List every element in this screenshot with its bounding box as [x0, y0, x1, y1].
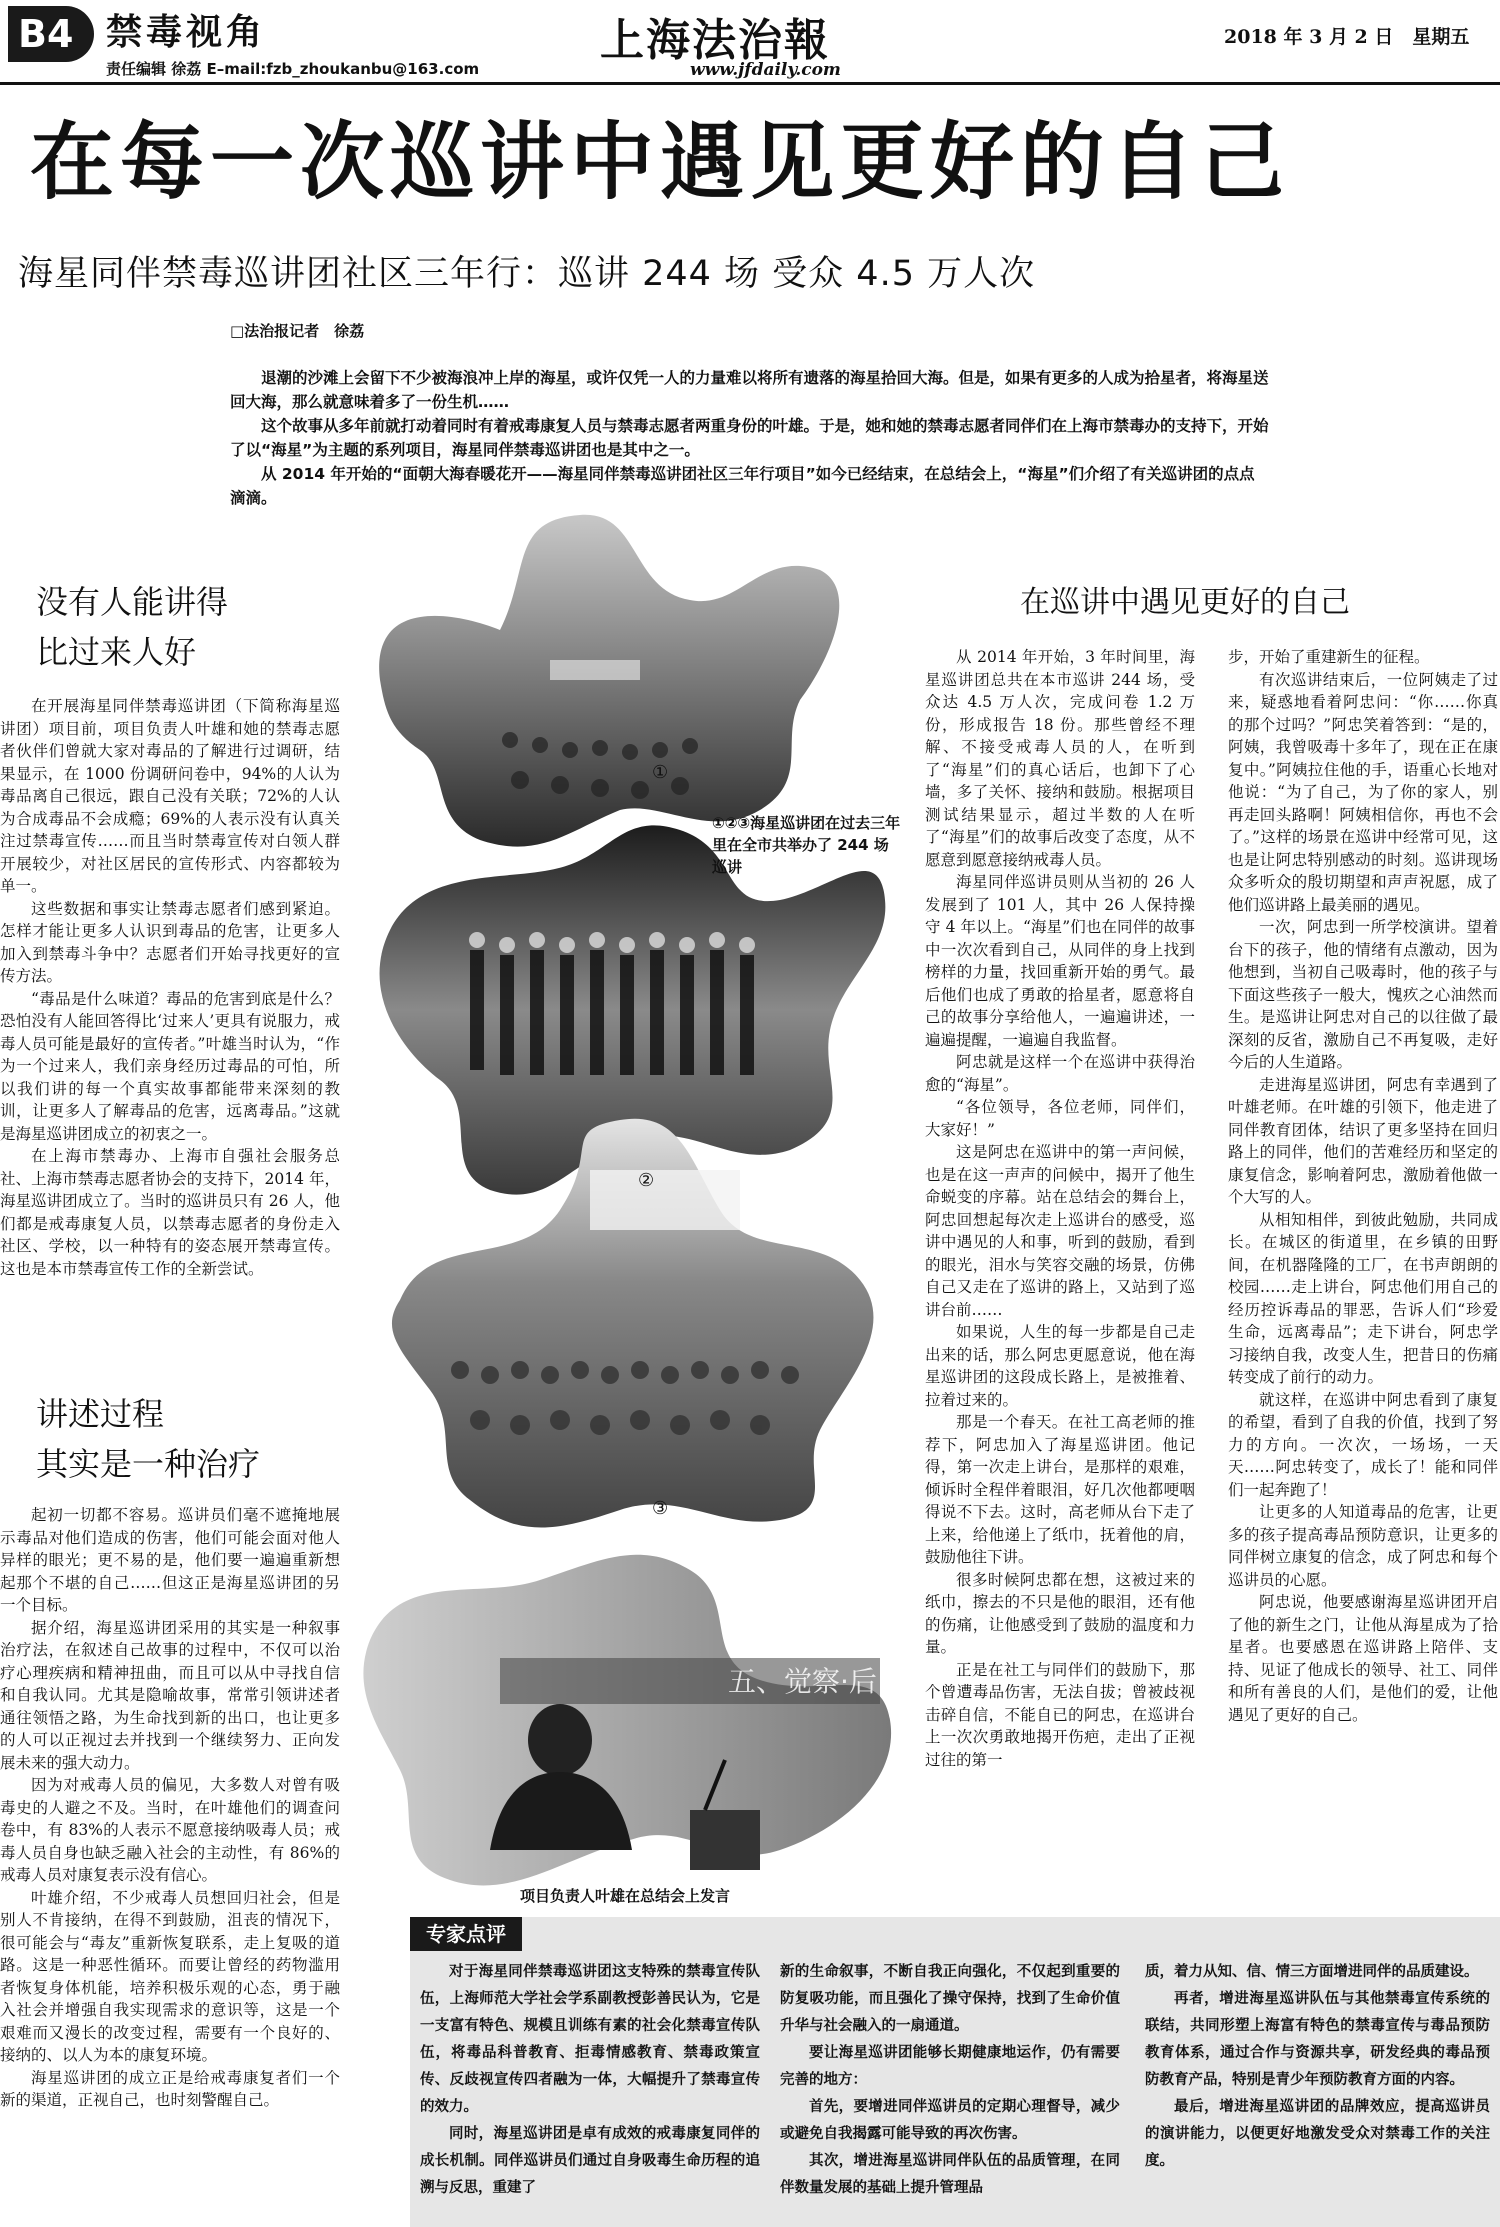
- paragraph: 质，着力从知、信、情三方面增进同伴的品质建设。: [1145, 1963, 1479, 1980]
- right-heading: 在巡讲中遇见更好的自己: [1020, 585, 1350, 620]
- paragraph: 从 2014 年开始，3 年时间里，海星巡讲团总共在本市巡讲 244 场，受众达 4.5 万人次，完成问卷 1.2 万份，形成报告 18 份。那些曾经不理解、不接受戒毒人员的人，在听到了“海星”们的真心话后，也卸下了心墙，多了关怀、接纳和鼓励。根据项目测试结果显示，超过半数的人在听了“海星”们的故事后改变了态度，从不愿意到愿意接纳戒毒人员。: [925, 648, 1195, 869]
- left-body-2: [0, 1504, 340, 2227]
- paragraph: 走进海星巡讲团，阿忠有幸遇到了叶雄老师。在叶雄的引领下，他走进了同伴教育团体，结识了更多坚持在回归路上的同伴，他们的苦难经历和坚定的康复信念，影响着阿忠，激励着他做一个大写的人。: [1228, 1075, 1498, 1206]
- subheadline: 海星同伴禁毒巡讲团社区三年行：巡讲 244 场 受众 4.5 万人次: [18, 254, 1036, 294]
- photo-collage: [360, 510, 900, 1910]
- photo-number-2: ②: [638, 1170, 655, 1191]
- paragraph: “各位领导，各位老师，同伴们，大家好！”: [925, 1098, 1195, 1139]
- photo-number-3: ③: [652, 1498, 669, 1519]
- paragraph: 那是一个春天。在社工高老师的推荐下，阿忠加入了海星巡讲团。他记得，第一次走上讲台，是那样的艰难，倾诉时全程伴着眼泪，好几次他都哽咽得说不下去。这时，高老师从台下走了上来，给他递上了纸巾，抚着他的肩，鼓励他往下讲。: [925, 1413, 1195, 1566]
- paragraph: 因为对戒毒人员的偏见，大多数人对曾有吸毒史的人避之不及。当时，在叶雄他们的调查问卷中，有 83%的人表示不愿意接纳吸毒人员；戒毒人员自身也缺乏融入社会的主动性，有 86%的戒毒人员对康复表示没有信心。: [0, 1776, 340, 1884]
- photo-1: [379, 515, 839, 847]
- headline: 在每一次巡讲中遇见更好的自己: [30, 113, 1291, 211]
- header-rule: [0, 82, 1500, 85]
- expert-col-1: [420, 1958, 760, 2224]
- page-number-badge: B4: [8, 6, 94, 62]
- paragraph: 要让海星巡讲团能够长期健康地运作，仍有需要完善的地方：: [780, 2044, 1120, 2088]
- photo-number-1: ①: [652, 762, 669, 783]
- paragraph: 让更多的人知道毒品的危害，让更多的孩子提高毒品预防意识，让更多的同伴树立康复的信念，成了阿忠和每个巡讲员的心愿。: [1228, 1503, 1498, 1589]
- expert-col-3: [1145, 1958, 1490, 2224]
- paragraph: 再者，增进海星巡讲队伍与其他禁毒宣传系统的联结，共同形塑上海富有特色的禁毒宣传与毒品预防教育体系，通过合作与资源共享，研发经典的毒品预防教育产品，特别是青少年预防教育方面的内容。: [1145, 1990, 1490, 2088]
- paragraph: 就这样，在巡讲中阿忠看到了康复的希望，看到了自我的价值，找到了努力的方向。一次次，一场场，一天天……阿忠转变了，成长了！能和同伴们一起奔跑了！: [1228, 1390, 1498, 1499]
- paragraph: 一次，阿忠到一所学校演讲。望着台下的孩子，他的情绪有点激动，因为他想到，当初自己吸毒时，他的孩子与下面这些孩子一般大，愧疚之心油然而生。是巡讲让阿忠对自己的以往做了最深刻的反省，激励自己不再复吸，走好今后的人生道路。: [1228, 918, 1498, 1071]
- paragraph: 这些数据和事实让禁毒志愿者们感到紧迫。怎样才能让更多人认识到毒品的危害，让更多人加入到禁毒斗争中？志愿者们开始寻找更好的宣传方法。: [0, 899, 340, 985]
- photo-4: [363, 1555, 891, 1886]
- paragraph: 最后，增进海星巡讲团的品牌效应，提高巡讲员的演讲能力，以便更好地激发受众对禁毒工作的关注度。: [1145, 2098, 1490, 2169]
- paragraph: 对于海星同伴禁毒巡讲团这支特殊的禁毒宣传队伍，上海师范大学社会学系副教授彭善民认为，它是一支富有特色、规模且训练有素的社会化禁毒宣传队伍，将毒品科普教育、拒毒情感教育、禁毒政策宣传、反歧视宣传四者融为一体，大幅提升了禁毒宣传的效力。: [420, 1963, 760, 2115]
- paragraph: 其次，增进海星巡讲同伴队伍的品质管理，在同伴数量发展的基础上提升管理品: [780, 2152, 1120, 2196]
- left-heading-1: [36, 577, 228, 677]
- heading-line: 其实是一种治疗: [36, 1445, 261, 1483]
- paragraph: 正是在社工与同伴们的鼓励下，那个曾遭毒品伤害，无法自拔；曾被歧视击碎自信，不能自已的阿忠，在巡讲台上一次次勇敢地揭开伤疤，走出了正视过往的第一: [925, 1660, 1195, 1769]
- left-body-1: [0, 695, 340, 1385]
- page-header: [0, 0, 1500, 84]
- paragraph: 有次巡讲结束后，一位阿姨走了过来，疑惑地看着阿忠问：“你……你真的那个过吗？”阿忠笑着答到：“是的，阿姨，我曾吸毒十多年了，现在正在康复中。”阿姨拉住他的手，语重心长地对他说：“为了自己，为了你的家人，别再走回头路啊！阿姨相信你，再也不会了。”这样的场景在巡讲中经常可见，这也是让阿忠特别感动的时刻。巡讲现场众多听众的殷切期望和声声祝愿，成了他们巡讲路上最美丽的遇见。: [1228, 670, 1498, 914]
- photo-caption-1: ①②③海星巡讲团在过去三年里在全市共举办了 244 场巡讲: [712, 814, 901, 876]
- lead-paragraph: 退潮的沙滩上会留下不少被海浪冲上岸的海星，或许仅凭一人的力量难以将所有遗落的海星拾回大海。但是，如果有更多的人成为拾星者，将海星送回大海，那么就意味着多了一份生机……: [230, 369, 1269, 411]
- lead-paragraphs: [230, 366, 1270, 510]
- paragraph: 海星巡讲团的成立正是给戒毒康复者们一个新的渠道，正视自己，也时刻警醒自己。: [0, 2068, 340, 2109]
- paragraph: 叶雄介绍，不少戒毒人员想回归社会，但是别人不肯接纳，在得不到鼓励，沮丧的情况下，很可能会与“毒友”重新恢复联系，走上复吸的道路。这是一种恶性循环。而要让曾经的药物滥用者恢复身体机能，培养积极乐观的心态，勇于融入社会并增强自我实现需求的意识等，这是一个艰难而又漫长的改变过程，需要有一个良好的、接纳的、以人为本的康复环境。: [0, 1888, 340, 2064]
- lead-paragraph: 从 2014 年开始的“面朝大海春暖花开——海星同伴禁毒巡讲团社区三年行项目”如今已经结束，在总结会上，“海星”们介绍了有关巡讲团的点点滴滴。: [230, 465, 1255, 507]
- lead-paragraph: 这个故事从多年前就打动着同时有着戒毒康复人员与禁毒志愿者两重身份的叶雄。于是，她和她的禁毒志愿者同伴们在上海市禁毒办的支持下，开始了以“海星”为主题的系列项目，海星同伴禁毒巡讲团也是其中之一。: [230, 417, 1269, 459]
- paragraph: 首先，要增进同伴巡讲员的定期心理督导，减少或避免自我揭露可能导致的再次伤害。: [780, 2098, 1120, 2142]
- paragraph: 起初一切都不容易。巡讲员们毫不遮掩地展示毒品对他们造成的伤害，他们可能会面对他人异样的眼光；更不易的是，他们要一遍遍重新想起那个不堪的自己……但这正是海星巡讲团的另一个目标。: [0, 1506, 340, 1614]
- paragraph: 从相知相伴，到彼此勉励，共同成长。在城区的街道里，在乡镇的田野间，在机器隆隆的工厂，在书声朗朗的校园……走上讲台，阿忠他们用自己的经历控诉毒品的罪恶，告诉人们“珍爱生命，远离毒品”；走下讲台，阿忠学习接纳自我，改变人生，把昔日的伤痛转变成了前行的动力。: [1228, 1210, 1498, 1386]
- paragraph: 如果说，人生的每一步都是自己走出来的话，那么阿忠更愿意说，他在海星巡讲团的这段成长路上，是被推着、拉着过来的。: [925, 1323, 1195, 1409]
- paragraph: 阿忠说，他要感谢海星巡讲团开启了他的新生之门，让他从海星成为了拾星者。也要感恩在巡讲路上陪伴、支持、见证了他成长的领导、社工、同伴和所有善良的人们，是他们的爱，让他遇见了更好的自己。: [1228, 1593, 1498, 1724]
- expert-commentary-label: 专家点评: [410, 1917, 522, 1951]
- heading-line: 没有人能讲得: [36, 583, 229, 621]
- newspaper-masthead: 上海法治報: [600, 15, 830, 66]
- section-title: 禁毒视角: [106, 12, 267, 53]
- photo-caption-2: 项目负责人叶雄在总结会上发言: [520, 1887, 731, 1905]
- left-heading-2: [36, 1389, 260, 1489]
- editor-line: 责任编辑 徐荔 E–mail:fzb_zhoukanbu@163.com: [106, 60, 480, 78]
- right-body-col-b: [1228, 646, 1498, 1903]
- photo-banner-text: 五、觉察·后: [728, 1665, 877, 1698]
- paragraph: 在开展海星同伴禁毒巡讲团（下简称海星巡讲团）项目前，项目负责人叶雄和她的禁毒志愿者伙伴们曾就大家对毒品的了解进行过调研，结果显示，在 1000 份调研问卷中，94%的人认为毒品离自己很远，跟自己没有关联；72%的人认为合成毒品不会成瘾；69%的人表示没有认真关注过禁毒宣传……而且当时禁毒宣传对白领人群开展较少，对社区居民的宣传形式、内容都较为单一。: [0, 697, 340, 895]
- byline: □法治报记者 徐荔: [230, 322, 365, 340]
- expert-col-2: [780, 1958, 1120, 2224]
- photo-3: [392, 1119, 874, 1528]
- paragraph: “毒品是什么味道？毒品的危害到底是什么？恐怕没有人能回答得比‘过来人’更具有说服力，戒毒人员可能是最好的宣传者。”叶雄当时认为，“作为一个过来人，我们亲身经历过毒品的可怕，所以我们讲的每一个真实故事都能带来深刻的教训，让更多人了解毒品的危害，远离毒品。”这就是海星巡讲团成立的初衷之一。: [0, 989, 340, 1143]
- paragraph: 据介绍，海星巡讲团采用的其实是一种叙事治疗法，在叙述自己故事的过程中，不仅可以治疗心理疾病和精神扭曲，而且可以从中寻找自信和自我认同。尤其是隐喻故事，常常引领讲述者通往领悟之路，为生命找到新的出口，也让更多的人可以正视过去并找到一个继续努力、正向发展未来的强大动力。: [0, 1618, 340, 1772]
- issue-date: 2018 年 3 月 2 日 星期五: [1224, 26, 1470, 48]
- paragraph: 这是阿忠在巡讲中的第一声问候，也是在这一声声的问候中，揭开了他生命蜕变的序幕。站在总结会的舞台上，阿忠回想起每次走上巡讲台的感受，巡讲中遇见的人和事，听到的鼓励，看到的眼光，泪水与笑容交融的场景，仿佛自己又走在了巡讲的路上，又站到了巡讲台前……: [925, 1143, 1195, 1319]
- right-body-col-a: [925, 646, 1195, 1903]
- website-link[interactable]: www.jfdaily.com: [690, 60, 841, 80]
- paragraph: 步，开始了重建新生的征程。: [1228, 648, 1430, 666]
- paragraph: 新的生命叙事，不断自我正向强化，不仅起到重要的防复吸功能，而且强化了操守保持，找到了生命价值升华与社会融入的一扇通道。: [780, 1963, 1120, 2034]
- paragraph: 很多时候阿忠都在想，这被过来的纸巾，擦去的不只是他的眼泪，还有他的伤痛，让他感受到了鼓励的温度和力量。: [925, 1570, 1195, 1656]
- paragraph: 海星同伴巡讲员则从当初的 26 人发展到了 101 人，其中 26 人保持操守 4 年以上。“海星”们也在同伴的故事中一次次看到自己，从同伴的身上找到榜样的力量，找回重新开始的勇气。最后他们也成了勇敢的拾星者，愿意将自己的故事分享给他人，一遍遍讲述，一遍遍提醒，一遍遍自我监督。: [925, 873, 1195, 1049]
- paragraph: 阿忠就是这样一个在巡讲中获得治愈的“海星”。: [925, 1053, 1195, 1094]
- paragraph: 在上海市禁毒办、上海市自强社会服务总社、上海市禁毒志愿者协会的支持下，2014 年，海星巡讲团成立了。当时的巡讲员只有 26 人，他们都是戒毒康复人员，以禁毒志愿者的身份走入社区、学校，以一种特有的姿态展开禁毒宣传。这也是本市禁毒宣传工作的全新尝试。: [0, 1147, 340, 1278]
- heading-line: 讲述过程: [36, 1395, 165, 1433]
- paragraph: 同时，海星巡讲团是卓有成效的戒毒康复同伴的成长机制。同伴巡讲员们通过自身吸毒生命历程的追溯与反思，重建了: [420, 2125, 760, 2196]
- heading-line: 比过来人好: [36, 633, 197, 671]
